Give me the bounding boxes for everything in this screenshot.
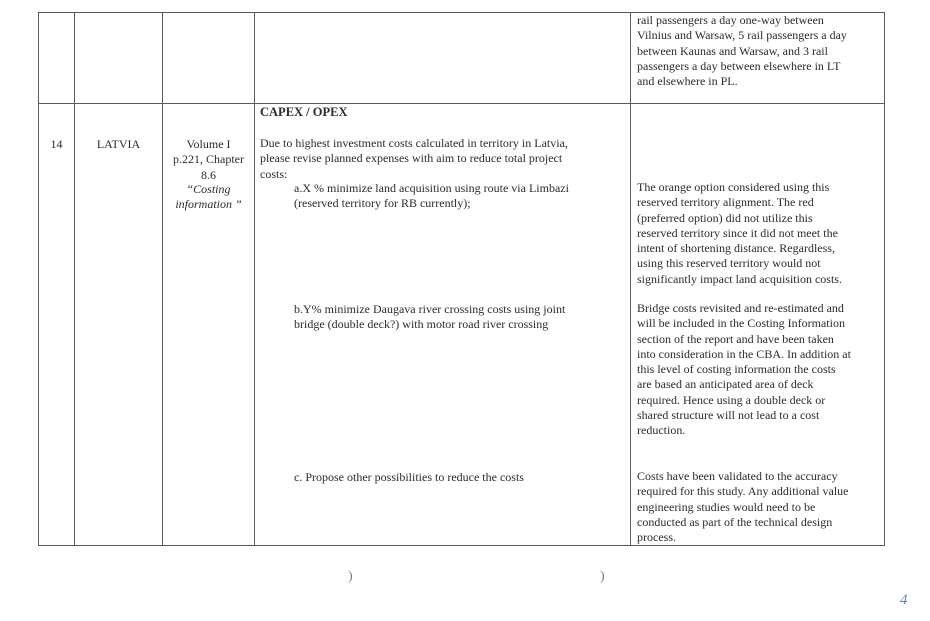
- response-item-c: Costs have been validated to the accuracy required for this study. Any additional value engineering studies would need to be conducted as part of the technical design process.: [637, 469, 849, 545]
- comment-item-b: b.Y% minimize Daugava river crossing costs using joint bridge (double deck?) with motor road river crossing: [294, 302, 566, 332]
- row-separator: [38, 103, 885, 104]
- continued-response-cell: rail passengers a day one-way between Vilnius and Warsaw, 5 rail passengers a day between Kaunas and Warsaw, and 3 rail passengers a day between elsewhere in LT and elsewhere in PL.: [637, 13, 847, 89]
- scan-mark-right-paren: ): [600, 569, 605, 584]
- response-item-b: Bridge costs revisited and re-estimated and will be included in the Costing Information section of the report and have been taken into consideration in the CBA. In addition at this level of costing information the costs are based an anticipated area of deck required. Hence using a double deck or shared structure will not lead to a cost reduction.: [637, 301, 851, 438]
- table-right-border: [884, 12, 885, 546]
- column-divider-3: [254, 12, 255, 546]
- row-number: 14: [50, 137, 63, 151]
- row-reference: Volume I p.221, Chapter 8.6: [173, 137, 244, 182]
- table-left-border: [38, 12, 39, 546]
- comment-item-a: a.X % minimize land acquisition using route via Limbazi (reserved territory for RB currently);: [294, 181, 569, 211]
- column-divider-1: [74, 12, 75, 546]
- handwritten-page-number: 4: [900, 592, 908, 608]
- column-divider-2: [162, 12, 163, 546]
- comment-item-c: c. Propose other possibilities to reduce the costs: [294, 470, 524, 484]
- scan-mark-left-paren: ): [348, 569, 353, 584]
- response-item-a: The orange option considered using this reserved territory alignment. The red (preferred option) did not utilize this reserved territory since it did not meet the intent of shortening distance. Regardless, using this reserved territory would not significantly impact land acquisition costs.: [637, 180, 842, 286]
- comment-intro: Due to highest investment costs calculated in territory in Latvia, please revise planned expenses with aim to reduce total project costs:: [260, 136, 568, 181]
- column-divider-4: [630, 12, 631, 546]
- row-country: LATVIA: [96, 137, 141, 151]
- row-reference-title: “Costing information ”: [175, 182, 242, 212]
- section-heading: CAPEX / OPEX: [260, 105, 348, 119]
